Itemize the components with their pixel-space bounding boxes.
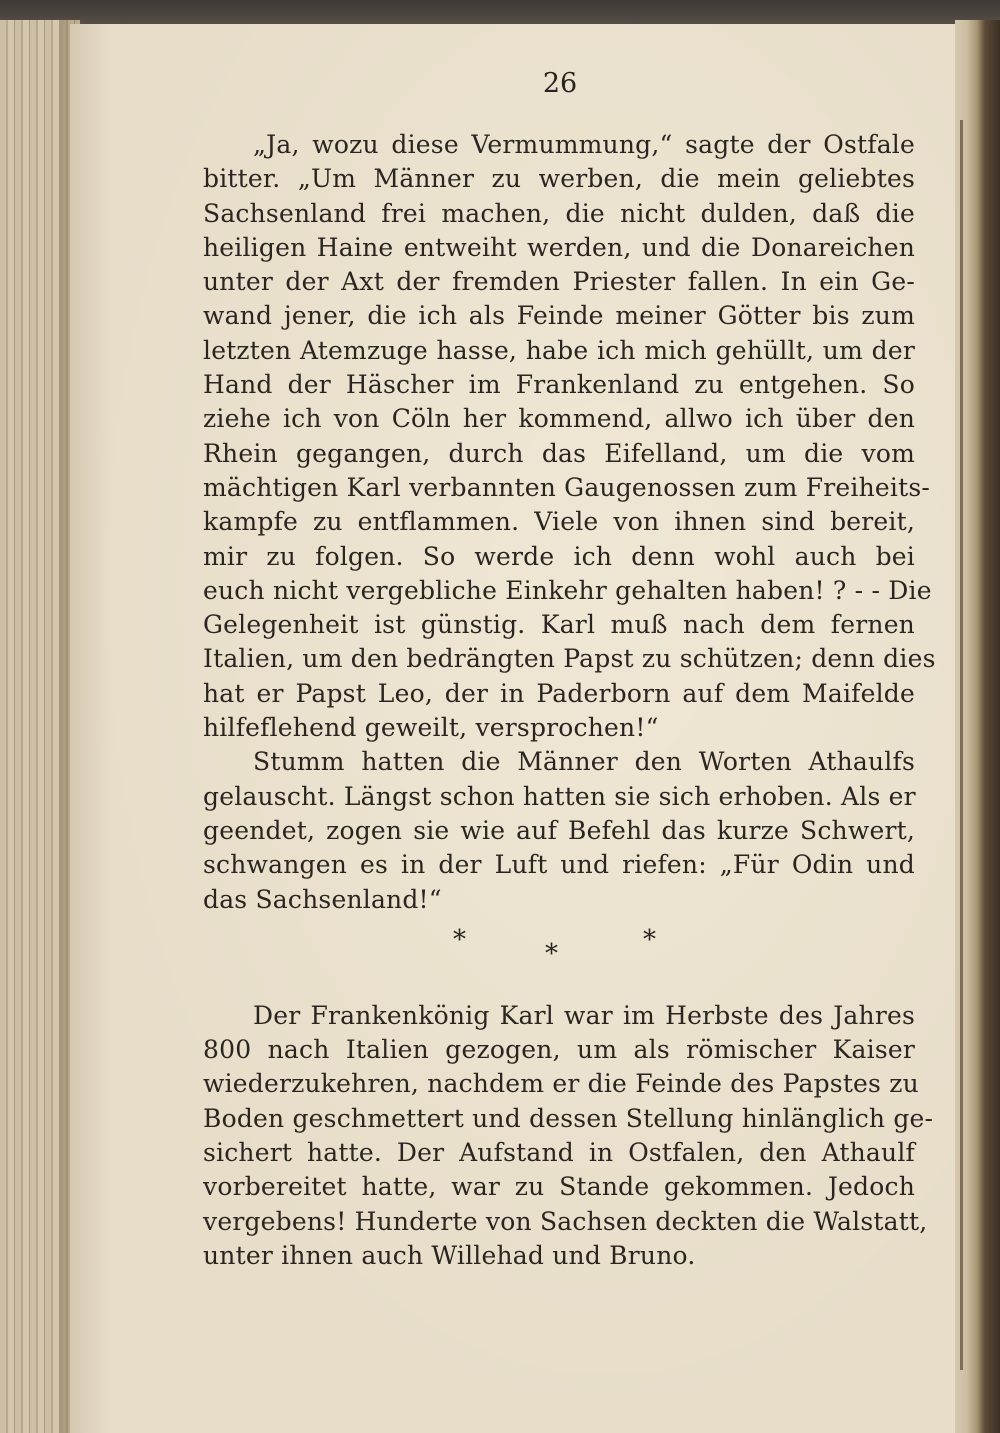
paragraph-1: [203, 128, 936, 745]
text-line: Stumm hatten die Männer den Worten Athaulfs: [253, 747, 915, 777]
text-line: Boden geschmettert und dessen Stellung hinlänglich ge-: [203, 1103, 934, 1133]
text-line: hat er Papst Leo, der in Paderborn auf dem Maifelde: [203, 678, 915, 708]
text-line: bitter. „Um Männer zu werben, die mein geliebtes: [203, 164, 915, 194]
spacer: [203, 977, 915, 999]
section-separator: [203, 917, 915, 977]
body-text: [203, 128, 936, 1273]
text-line: Rhein gegangen, durch das Eifelland, um die vom: [203, 438, 915, 468]
text-line: mir zu folgen. So werde ich denn wohl auch bei: [203, 541, 915, 571]
paragraph-3: [203, 999, 934, 1273]
text-line: kampfe zu entflammen. Viele von ihnen sind bereit,: [203, 507, 915, 537]
text-line: 800 nach Italien gezogen, um als römischer Kaiser: [203, 1035, 915, 1065]
text-line: geendet, zogen sie wie auf Befehl das kurze Schwert,: [203, 815, 915, 845]
separator-star: *: [453, 924, 467, 955]
text-line: letzten Atemzuge hasse, habe ich mich gehüllt, um der: [203, 335, 915, 365]
separator-star: *: [643, 924, 657, 955]
text-line: Hand der Häscher im Frankenland zu entgehen. So: [203, 370, 915, 400]
page-number: 26: [542, 68, 578, 99]
page-gutter-line: [960, 120, 963, 1370]
separator-star: *: [545, 938, 559, 969]
text-line: vergebens! Hunderte von Sachsen deckten die Walstatt,: [203, 1206, 928, 1236]
text-line: euch nicht vergebliche Einkehr gehalten haben! ? - - Die: [203, 575, 932, 605]
text-line: Gelegenheit ist günstig. Karl muß nach dem fernen: [203, 610, 915, 640]
text-line: vorbereitet hatte, war zu Stande gekommen. Jedoch: [203, 1172, 915, 1202]
text-line: „Ja, wozu diese Vermummung,“ sagte der Ostfale: [253, 130, 915, 159]
text-line: unter der Axt der fremden Priester fallen. In ein Ge-: [203, 267, 915, 297]
text-line: sichert hatte. Der Aufstand in Ostfalen, den Athaulf: [203, 1138, 915, 1168]
text-line: gelauscht. Längst schon hatten sie sich erhoben. Als er: [203, 781, 916, 811]
text-line: unter ihnen auch Willehad und Bruno.: [203, 1240, 696, 1270]
text-line: hilfeflehend geweilt, versprochen!“: [203, 713, 659, 743]
text-line: ziehe ich von Cöln her kommend, allwo ich über den: [203, 404, 915, 434]
text-line: wand jener, die ich als Feinde meiner Götter bis zum: [203, 301, 915, 331]
text-line: Sachsenland frei machen, die nicht dulden, daß die: [203, 198, 915, 228]
text-line: heiligen Haine entweiht werden, und die Donareichen: [203, 232, 915, 262]
text-line: wiederzukehren, nachdem er die Feinde des Papstes zu: [203, 1069, 919, 1099]
paragraph-2: [203, 745, 915, 916]
text-line: Der Frankenkönig Karl war im Herbste des Jahres: [253, 1000, 915, 1030]
text-line: Italien, um den bedrängten Papst zu schützen; denn dies: [203, 644, 936, 674]
text-line: schwangen es in der Luft und riefen: „Für Odin und: [203, 850, 915, 880]
text-line: mächtigen Karl verbannten Gaugenossen zum Freiheits-: [203, 472, 931, 502]
text-line: das Sachsenland!“: [203, 884, 442, 914]
